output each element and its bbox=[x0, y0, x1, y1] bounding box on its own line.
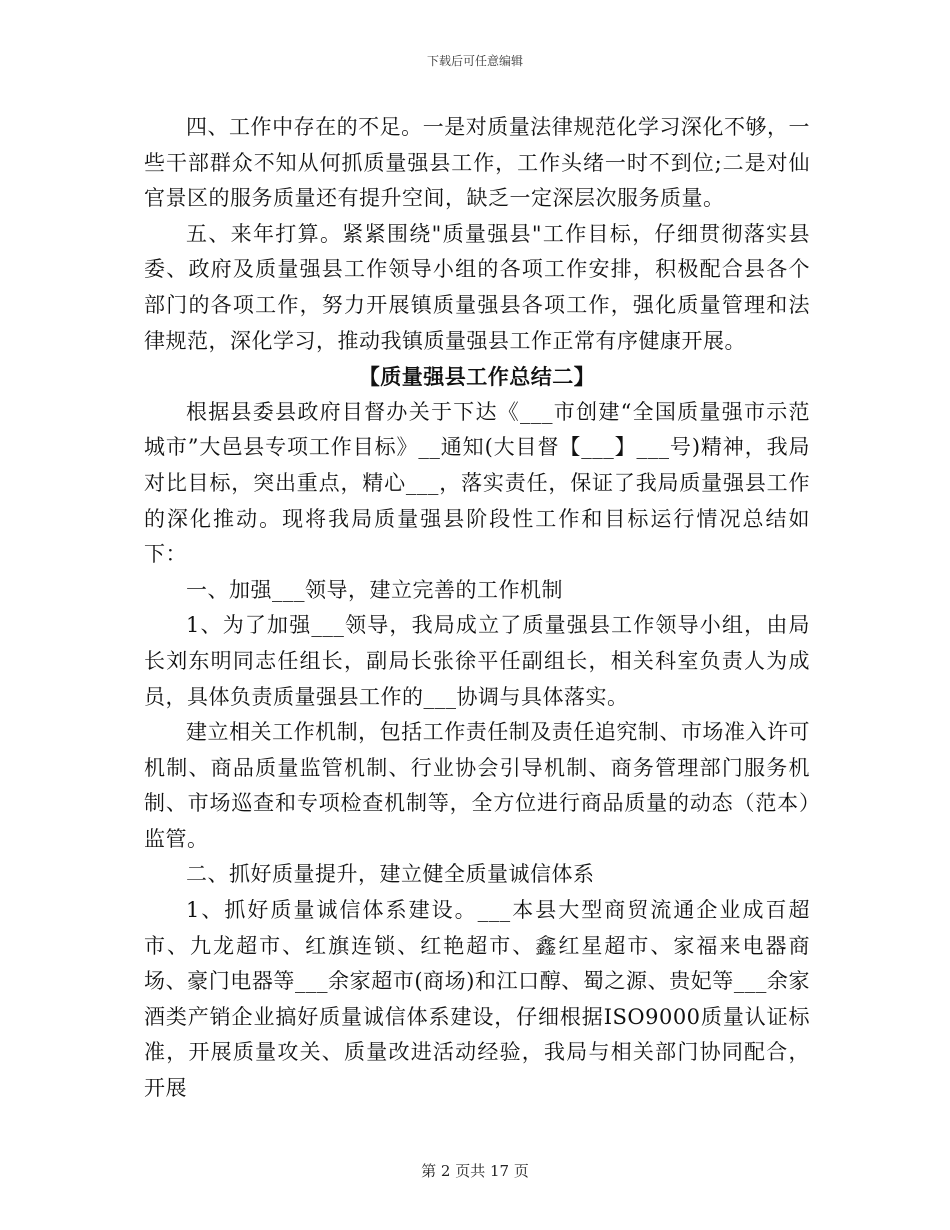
page-footer: 第 2 页共 17 页 bbox=[421, 1162, 529, 1180]
paragraph-leadership-group: 1、为了加强___领导，我局成立了质量强县工作领导小组，由局长刘东明同志任组长，副局长张徐平任副组长，相关科室负责人为成员，具体负责质量强县工作的___协调与具体落实。 bbox=[144, 613, 810, 709]
paragraph-intro: 根据县委县政府目督办关于下达《___市创建“全国质量强市示范城市”大邑县专项工作目标》__通知(大目督【___】___号)精神，我局对比目标，突出重点，精心___，落实责任，保证了我局质量强县工作的深化推动。现将我局质量强县阶段性工作和目标运行情况总结如下： bbox=[144, 399, 810, 567]
paragraph-next-year-plan: 五、来年打算。紧紧围绕"质量强县"工作目标，仔细贯彻落实县委、政府及质量强县工作领导小组的各项工作安排，积极配合县各个部门的各项工作，努力开展镇质量强县各项工作，强化质量管理和法律规范，深化学习，推动我镇质量强县工作正常有序健康开展。 bbox=[144, 221, 810, 353]
paragraph-integrity-system: 1、抓好质量诚信体系建设。___本县大型商贸流通企业成百超市、九龙超市、红旗连锁、红艳超市、鑫红星超市、家福来电器商场、豪门电器等___余家超市(商场)和江口醇、蜀之源、贵妃等___余家酒类产销企业搞好质量诚信体系建设，仔细根据ISO9000质量认证标准，开展质量攻关、质量改进活动经验，我局与相关部门协同配合，开展 bbox=[144, 898, 810, 1101]
subheading-leadership: 一、加强___领导，建立完善的工作机制 bbox=[186, 577, 563, 602]
paragraph-shortcomings: 四、工作中存在的不足。一是对质量法律规范化学习深化不够，一些干部群众不知从何抓质量强县工作，工作头绪一时不到位;二是对仙官景区的服务质量还有提升空间，缺乏一定深层次服务质量。 bbox=[144, 115, 810, 211]
section-title: 【质量强县工作总结二】 bbox=[358, 364, 596, 390]
document-body bbox=[144, 110, 810, 1107]
page-header: 下载后可任意编辑 bbox=[426, 54, 523, 68]
paragraph-work-mechanism: 建立相关工作机制，包括工作责任制及责任追究制、市场准入许可机制、商品质量监管机制、行业协会引导机制、商务管理部门服务机制、市场巡查和专项检查机制等，全方位进行商品质量的动态（范本）监管。 bbox=[144, 720, 810, 851]
subheading-quality-improvement: 二、抓好质量提升，建立健全质量诚信体系 bbox=[186, 862, 595, 887]
